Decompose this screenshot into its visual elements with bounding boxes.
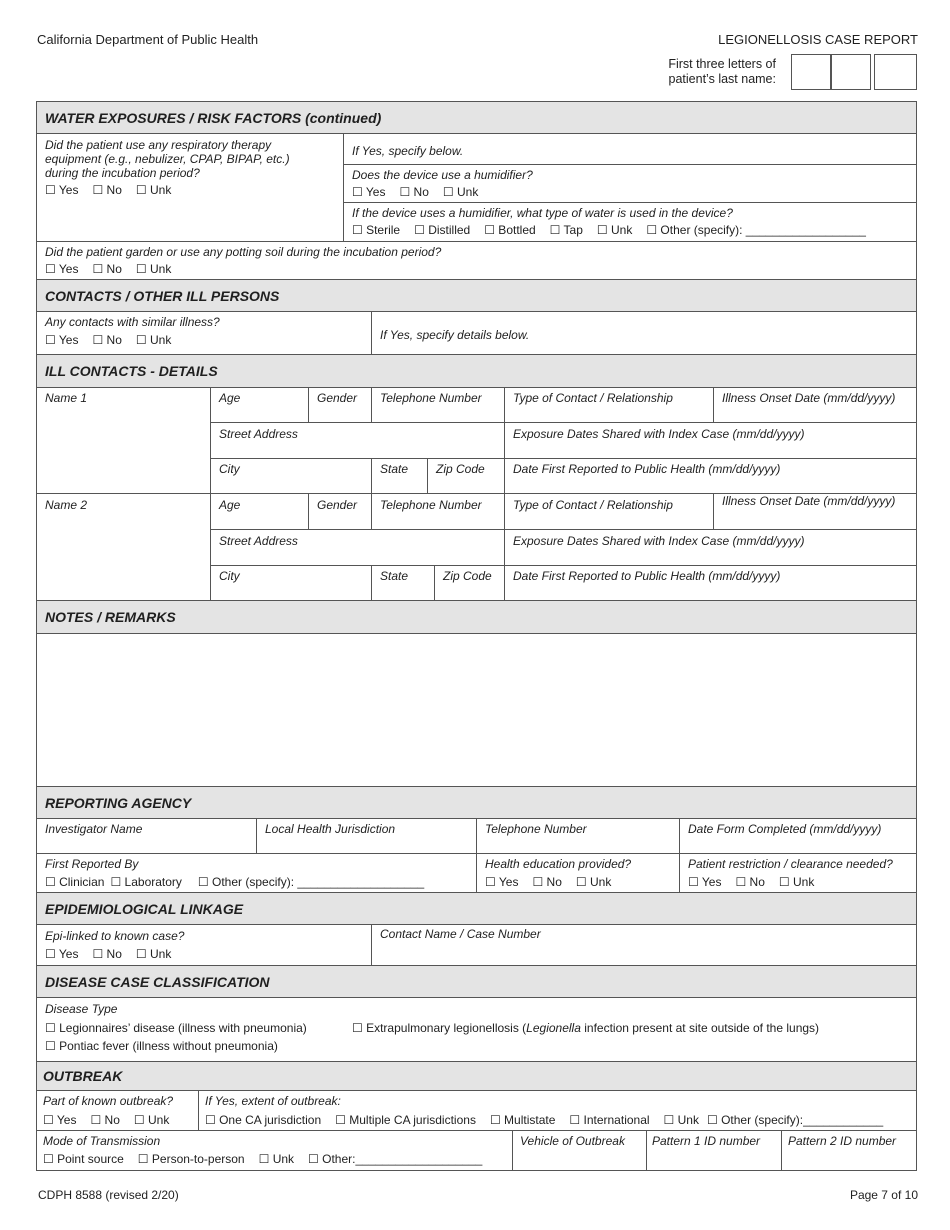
- contact2-first-reported[interactable]: Date First Reported to Public Health (mm/dd/yyyy): [513, 569, 781, 583]
- pontiac-option[interactable]: ☐ Pontiac fever (illness without pneumonia): [45, 1039, 278, 1053]
- contact1-type[interactable]: Type of Contact / Relationship: [513, 391, 673, 405]
- section-notes: NOTES / REMARKS: [37, 600, 916, 634]
- contact1-zip[interactable]: Zip Code: [436, 462, 485, 476]
- initial-box-1[interactable]: [791, 54, 831, 90]
- contact2-zip[interactable]: Zip Code: [443, 569, 492, 583]
- vehicle-of-outbreak[interactable]: Vehicle of Outbreak: [520, 1134, 625, 1148]
- part-of-outbreak-options[interactable]: ☐ Yes ☐ No ☐ Unk: [43, 1113, 170, 1127]
- legionnaires-option[interactable]: ☐ Legionnaires’ disease (illness with pneumonia): [45, 1021, 307, 1035]
- case-report-form: [36, 101, 917, 1171]
- reporting-phone[interactable]: Telephone Number: [485, 822, 587, 836]
- first-reported-options[interactable]: ☐ Clinician ☐ Laboratory ☐ Other (specify): ___________________: [45, 875, 425, 889]
- contact1-first-reported[interactable]: Date First Reported to Public Health (mm/dd/yyyy): [513, 462, 781, 476]
- contact1-name[interactable]: Name 1: [45, 391, 88, 405]
- investigator-name[interactable]: Investigator Name: [45, 822, 143, 836]
- contact2-age[interactable]: Age: [219, 498, 241, 512]
- contact1-state[interactable]: State: [380, 462, 409, 476]
- contact1-street[interactable]: Street Address: [219, 427, 298, 441]
- contact1-city[interactable]: City: [219, 462, 240, 476]
- health-education-options[interactable]: ☐ Yes ☐ No ☐ Unk: [485, 875, 612, 889]
- contacts-options[interactable]: ☐ Yes ☐ No ☐ Unk: [45, 333, 172, 347]
- outbreak-extent-options[interactable]: ☐ One CA jurisdiction ☐ Multiple CA jurisdictions ☐ Multistate ☐ International ☐ Unk ☐ Other (specify):____________: [205, 1113, 884, 1127]
- form-id: CDPH 8588 (revised 2/20): [38, 1188, 179, 1202]
- contact1-phone[interactable]: Telephone Number: [380, 391, 482, 405]
- date-form-completed[interactable]: Date Form Completed (mm/dd/yyyy): [688, 822, 882, 836]
- mode-of-transmission-label: Mode of Transmission: [43, 1134, 161, 1148]
- contact2-city[interactable]: City: [219, 569, 240, 583]
- first-reported-by: First Reported By: [45, 857, 139, 871]
- extrapulmonary-option[interactable]: ☐ Extrapulmonary legionellosis (Legionella infection present at site outside of the lungs): [352, 1021, 820, 1035]
- humidifier-question: Does the device use a humidifier?: [352, 168, 533, 182]
- section-epi-linkage: EPIDEMIOLOGICAL LINKAGE: [37, 892, 916, 925]
- section-ill-contacts: ILL CONTACTS - DETAILS: [37, 354, 916, 388]
- mode-of-transmission-options[interactable]: ☐ Point source ☐ Person-to-person ☐ Unk ☐ Other:___________________: [43, 1152, 483, 1166]
- epi-linked-question: Epi-linked to known case?: [45, 929, 185, 943]
- contacts-question: Any contacts with similar illness?: [45, 315, 220, 329]
- respiratory-question: Did the patient use any respiratory therapy equipment (e.g., nebulizer, CPAP, BIPAP, etc.) during the incubation period?: [45, 138, 290, 180]
- contact2-street[interactable]: Street Address: [219, 534, 298, 548]
- section-classification: DISEASE CASE CLASSIFICATION: [37, 965, 916, 998]
- outbreak-extent-question: If Yes, extent of outbreak:: [205, 1094, 341, 1108]
- contact2-type[interactable]: Type of Contact / Relationship: [513, 498, 673, 512]
- contact2-state[interactable]: State: [380, 569, 409, 583]
- local-health-jurisdiction[interactable]: Local Health Jurisdiction: [265, 822, 396, 836]
- disease-type-label: Disease Type: [45, 1002, 118, 1016]
- contacts-if-yes: If Yes, specify details below.: [380, 328, 530, 342]
- contact1-exposure[interactable]: Exposure Dates Shared with Index Case (mm/dd/yyyy): [513, 427, 805, 441]
- notes-area[interactable]: [37, 634, 916, 786]
- contact2-gender[interactable]: Gender: [317, 498, 358, 512]
- health-education-question: Health education provided?: [485, 857, 632, 871]
- part-of-outbreak-question: Part of known outbreak?: [43, 1094, 174, 1108]
- contact2-phone[interactable]: Telephone Number: [380, 498, 482, 512]
- page-number: Page 7 of 10: [849, 1188, 918, 1202]
- respiratory-if-yes: If Yes, specify below.: [352, 144, 464, 158]
- garden-question: Did the patient garden or use any potting soil during the incubation period?: [45, 245, 442, 259]
- contact-case-number[interactable]: Contact Name / Case Number: [380, 927, 541, 941]
- agency-name: California Department of Public Health: [37, 32, 259, 47]
- section-reporting-agency: REPORTING AGENCY: [37, 786, 916, 819]
- contact1-gender[interactable]: Gender: [317, 391, 358, 405]
- restriction-options[interactable]: ☐ Yes ☐ No ☐ Unk: [688, 875, 815, 889]
- section-water-exposures: WATER EXPOSURES / RISK FACTORS (continued): [37, 102, 916, 134]
- initial-box-3[interactable]: [874, 54, 917, 90]
- pattern2-id[interactable]: Pattern 2 ID number: [788, 1134, 897, 1148]
- contact1-onset[interactable]: Illness Onset Date (mm/dd/yyyy): [722, 391, 896, 405]
- report-title: LEGIONELLOSIS CASE REPORT: [718, 32, 918, 47]
- contact2-exposure[interactable]: Exposure Dates Shared with Index Case (mm/dd/yyyy): [513, 534, 805, 548]
- pattern1-id[interactable]: Pattern 1 ID number: [652, 1134, 761, 1148]
- respiratory-options[interactable]: ☐ Yes ☐ No ☐ Unk: [45, 183, 172, 197]
- contact1-age[interactable]: Age: [219, 391, 241, 405]
- contact2-onset[interactable]: Illness Onset Date (mm/dd/yyyy): [722, 494, 896, 508]
- restriction-question: Patient restriction / clearance needed?: [688, 857, 893, 871]
- epi-linked-options[interactable]: ☐ Yes ☐ No ☐ Unk: [45, 947, 172, 961]
- water-type-options[interactable]: ☐ Sterile ☐ Distilled ☐ Bottled ☐ Tap ☐ Unk ☐ Other (specify): __________________: [352, 223, 866, 237]
- initial-box-2[interactable]: [831, 54, 871, 90]
- water-type-question: If the device uses a humidifier, what type of water is used in the device?: [352, 206, 733, 220]
- garden-options[interactable]: ☐ Yes ☐ No ☐ Unk: [45, 262, 172, 276]
- section-contacts: CONTACTS / OTHER ILL PERSONS: [37, 279, 916, 312]
- contact2-name[interactable]: Name 2: [45, 498, 88, 512]
- humidifier-options[interactable]: ☐ Yes ☐ No ☐ Unk: [352, 185, 479, 199]
- initials-label: First three letters of patient’s last name:: [668, 57, 776, 86]
- section-outbreak: OUTBREAK: [37, 1061, 916, 1091]
